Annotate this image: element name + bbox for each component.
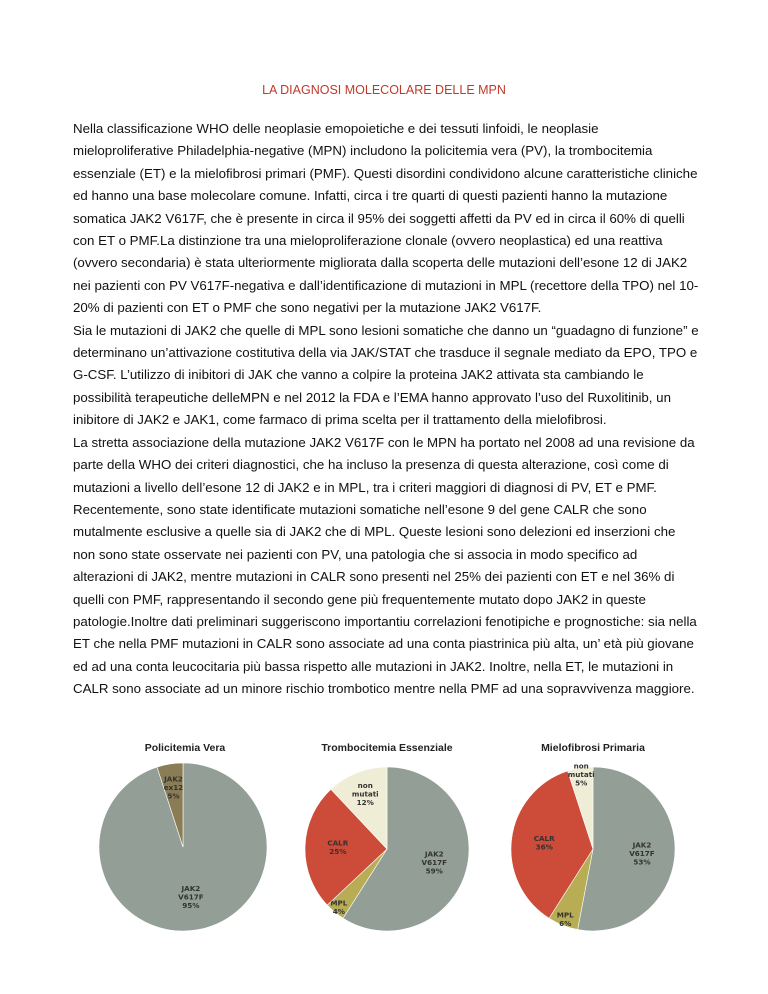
pie-charts xyxy=(95,735,715,935)
paragraph: La stretta associazione della mutazione JAK2 V617F con le MPN ha portato nel 2008 ad una revisione da parte della WHO dei criteri diagnostici, che ha incluso la presenza di questa alterazione, così come di mutazioni a livello dell’esone 12 di JAK2 e in MPL, tra i criteri maggiori di diagnosi di PV, ET e PMF. xyxy=(73,434,695,495)
slice-label-jak2-v617f: JAK2 V617F 59% xyxy=(421,849,447,876)
slice-label-jak2-v617f: JAK2 V617F 95% xyxy=(178,883,204,910)
pie-svg xyxy=(503,759,683,935)
slice-label-non-mutati: non mutati 12% xyxy=(351,781,379,808)
slice-label-jak2-v617f: JAK2 V617F 53% xyxy=(629,840,655,867)
pie-chart-trombocitemia-essenziale xyxy=(297,735,477,935)
chart-title: Mielofibrosi Primaria xyxy=(541,742,645,754)
slice-label-mpl: MPL 6% xyxy=(556,910,574,928)
chart-title: Policitemia Vera xyxy=(144,742,226,754)
slice-label-jak2-ex12: JAK2 ex12 5% xyxy=(163,774,184,801)
pie-svg xyxy=(95,759,275,935)
pie-chart-policitemia-vera xyxy=(95,735,275,935)
paragraph: Recentemente, sono state identificate mutazioni somatiche nell’esone 9 del gene CALR che sono mutalmente esclusive a quelle sia di JAK2 che di MPL. Queste lesioni sono delezioni ed inserzioni che non sono state osservate nei pazienti con PV, una patologia che si associa in modo specifico ad alterazioni di JAK2, mentre mutazioni in CALR sono presenti nel 25% dei pazienti con ET e nel 36% di quelli con PMF, rappresentando il secondo gene più frequentemente mutato dopo JAK2 in queste patologie.Inoltre dati preliminari suggeriscono importantiu correlazioni fenotipiche e prognostiche: sia nella ET che nella PMF mutazioni in CALR sono associate ad una conta piastrinica più alta, un’ età più giovane ed ad una conta leucocitaria più bassa rispetto alle mutazioni in JAK2. Inoltre, nella ET, le mutazioni in CALR sono associate ad un minore rischio trombotico mentre nella PMF ad una sopravvivenza maggiore. xyxy=(73,501,697,697)
paragraph: Sia le mutazioni di JAK2 che quelle di MPL sono lesioni somatiche che danno un “guadagno di funzione” e determinano un’attivazione costitutiva della via JAK/STAT che trasduce il segnale mediato da EPO, TPO e G-CSF. L’utilizzo di inibitori di JAK che vanno a colpire la proteina JAK2 attivata sta cambiando le possibilità terapeutiche delleMPN e nel 2012 la FDA e l’EMA hanno approvato l’uso del Ruxolitinib, un inibitore di JAK2 e JAK1, come farmaco di prima scelta per il trattamento della mielofibrosi. xyxy=(73,322,699,428)
slice-label-calr: CALR 25% xyxy=(327,838,349,857)
document-title: LA DIAGNOSI MOLECOLARE DELLE MPN xyxy=(262,83,506,97)
slice-label-mpl: MPL 4% xyxy=(330,898,348,916)
chart-title: Trombocitemia Essenziale xyxy=(321,742,453,754)
pie-chart-mielofibrosi-primaria xyxy=(503,735,683,935)
document-body xyxy=(73,118,699,701)
pie-svg xyxy=(297,759,477,935)
paragraph: Nella classificazione WHO delle neoplasie emopoietiche e dei tessuti linfoidi, le neoplasie mieloproliferative Philadelphia-negative (MPN) includono la policitemia vera (PV), la trombocitemia essenziale (ET) e la mielofibrosi primari (PMF). Questi disordini condividono alcune caratteristiche cliniche ed hanno una base molecolare comune. Infatti, circa i tre quarti di questi pazienti hanno la mutazione somatica JAK2 V617F, che è presente in circa il 95% dei soggetti affetti da PV ed in circa il 60% di quelli con ET o PMF.La distinzione tra una mieloproliferazione clonale (ovvero neoplastica) ed una reattiva (ovvero secondaria) è stata ulteriormente migliorata dalla scoperta delle mutazioni dell’esone 12 di JAK2 nei pazienti con PV V617F-negativa e dall’identificazione di mutazioni in MPL (recettore della TPO) nel 10-20% di pazienti con ET o PMF che sono negativi per la mutazione JAK2 V617F. xyxy=(73,121,699,316)
slice-label-non-mutati: non mutati 5% xyxy=(567,761,595,788)
slice-label-calr: CALR 36% xyxy=(533,834,555,852)
